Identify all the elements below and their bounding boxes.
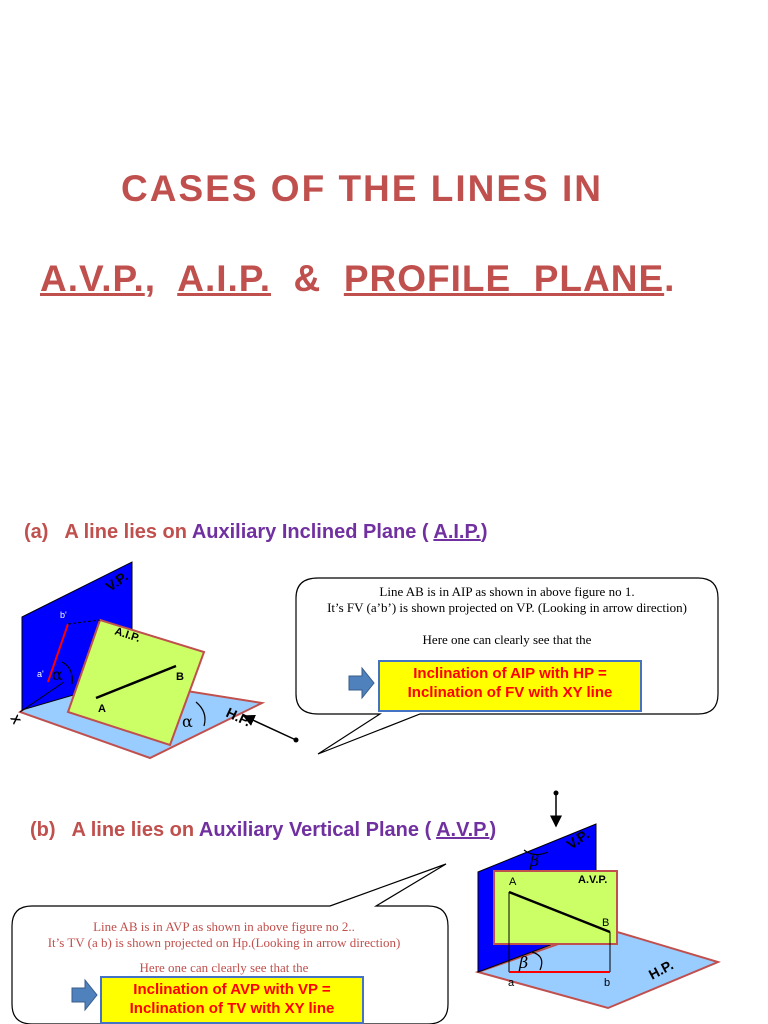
callout-a-highlight-line-2: Inclination of FV with XY line <box>407 684 613 701</box>
fig1-alpha-2: α <box>182 712 193 731</box>
fig2-point-b: B <box>602 917 610 929</box>
fig1-proj-b: b' <box>60 610 67 620</box>
title-sep-1: , <box>144 258 178 299</box>
callout-a-line-1: Line AB is in AIP as shown in above figure no 1. <box>379 584 635 599</box>
title-avp: A.V.P. <box>40 258 145 299</box>
callout-a-highlight <box>378 660 642 712</box>
title-line-1: CASES OF THE LINES IN <box>121 168 603 209</box>
section-a-abbr: A.I.P. <box>433 521 481 543</box>
fig2-point-a: A <box>509 876 517 888</box>
fig2-vp-label: V.P. <box>563 825 592 853</box>
fig1-view-dot <box>294 738 299 743</box>
fig2-avp-label: A.V.P. <box>578 874 608 886</box>
fig1-view-arrow <box>244 716 296 740</box>
title-sep-2: & <box>270 258 344 299</box>
fig1-alpha-1: α <box>52 665 63 684</box>
fig2-proj-b: b <box>604 977 611 989</box>
callout-a-line-2: It’s FV (a’b’) is shown projected on VP. (Looking in arrow direction) <box>327 600 687 615</box>
section-b-close: ) <box>489 819 497 841</box>
fig1-x-label: X <box>7 712 24 727</box>
section-b-prefix: (b) A line lies on <box>30 819 199 841</box>
title-end: . <box>664 258 676 299</box>
fig1-point-b: B <box>176 671 184 683</box>
section-b-plane: Auxiliary Vertical Plane ( <box>198 819 437 841</box>
title-profile-plane: PROFILE PLANE <box>343 258 665 299</box>
callout-a-line-3: Here one can clearly see that the <box>422 632 592 647</box>
fig2-view-dot <box>554 791 559 796</box>
fig1-proj-a: a' <box>37 669 44 679</box>
fig2-hp-label: H.P. <box>645 956 676 983</box>
figure-aip <box>7 562 298 758</box>
fig1-hp-label: H.P. <box>223 704 254 730</box>
section-b-abbr: A.V.P. <box>436 819 490 841</box>
callout-a-highlight-line-1: Inclination of AIP with HP = <box>413 665 607 682</box>
section-a-plane: Auxiliary Inclined Plane ( <box>191 521 434 543</box>
title-aip: A.I.P. <box>177 258 271 299</box>
callout-b-highlight-line-2: Inclination of TV with XY line <box>129 1000 335 1017</box>
fig1-aip-label: A.I.P. <box>113 625 142 645</box>
fig2-beta-1: β <box>530 851 540 870</box>
section-a-prefix: (a) A line lies on <box>24 521 192 543</box>
fig1-vp-label: V.P. <box>102 567 131 595</box>
callout-b-line-1: Line AB is in AVP as shown in above figure no 2.. <box>93 919 355 934</box>
callout-b-highlight-line-1: Inclination of AVP with VP = <box>133 981 331 998</box>
fig2-proj-a: a <box>508 977 515 989</box>
fig2-beta-2: β <box>519 953 529 972</box>
figure-avp <box>478 791 718 1009</box>
callout-b-highlight <box>100 976 364 1024</box>
section-a-close: ) <box>480 521 488 543</box>
callout-b-line-3: Here one can clearly see that the <box>139 960 309 975</box>
fig1-point-a: A <box>98 703 106 715</box>
callout-b-line-2: It’s TV (a b) is shown projected on Hp.(Looking in arrow direction) <box>47 935 401 950</box>
